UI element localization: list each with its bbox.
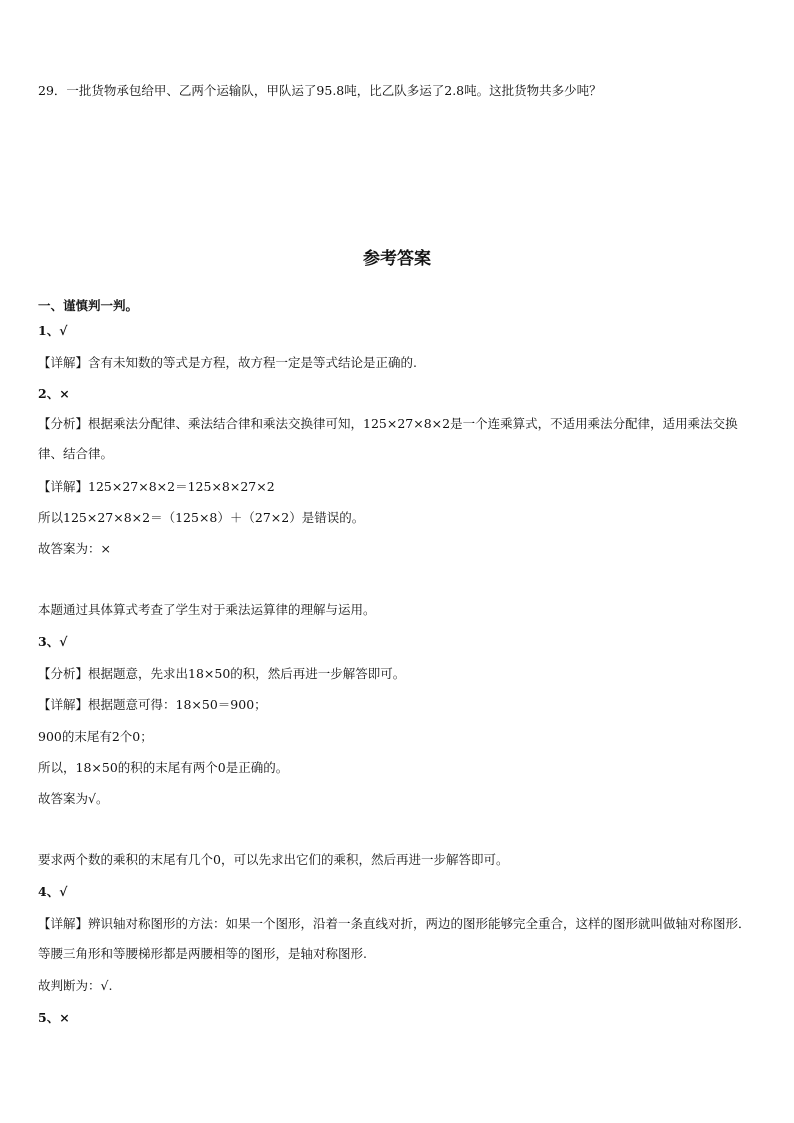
- answer-2: 2、×: [38, 386, 70, 401]
- answer-1: 1、√: [38, 323, 68, 338]
- answer-4: 4、√: [38, 884, 68, 899]
- answer-3-note: 要求两个数的乘积的末尾有几个0，可以先求出它们的乘积，然后再进一步解答即可。: [38, 852, 509, 867]
- answer-2-result: 故答案为：×: [38, 541, 111, 556]
- answer-3-conclusion: 所以，18×50的积的末尾有两个0是正确的。: [38, 760, 289, 775]
- answer-4-result: 故判断为：√.: [38, 978, 113, 993]
- answer-3-detail: 【详解】根据题意可得：18×50＝900；: [38, 697, 267, 712]
- answer-2-detail: 【详解】125×27×8×2＝125×8×27×2: [38, 479, 275, 494]
- answer-3-analysis: 【分析】根据题意，先求出18×50的积，然后再进一步解答即可。: [38, 666, 406, 681]
- answer-3-result: 故答案为√。: [38, 791, 109, 806]
- question-29: 29．一批货物承包给甲、乙两个运输队，甲队运了95.8吨，比乙队多运了2.8吨。这批货物共多少吨？: [38, 83, 602, 98]
- answer-2-note: 本题通过具体算式考查了学生对于乘法运算律的理解与运用。: [38, 602, 376, 617]
- answer-3-zeros: 900的末尾有2个0；: [38, 729, 153, 744]
- answers-title: 参考答案: [363, 249, 431, 269]
- answer-1-detail: 【详解】含有未知数的等式是方程，故方程一定是等式结论是正确的.: [38, 355, 417, 370]
- answer-3: 3、√: [38, 634, 68, 649]
- answer-5: 5、×: [38, 1010, 70, 1025]
- answer-4-detail: 【详解】辨识轴对称图形的方法：如果一个图形，沿着一条直线对折，两边的图形能够完全重合，这样的图形就叫做轴对称图形．等腰三角形和等腰梯形都是两腰相等的图形，是轴对称图形.: [38, 916, 751, 961]
- answer-2-analysis: 【分析】根据乘法分配律、乘法结合律和乘法交换律可知，125×27×8×2是一个连乘算式，不适用乘法分配律，适用乘法交换律、结合律。: [38, 416, 738, 461]
- section-heading: 一、谨慎判一判。: [38, 298, 139, 313]
- answer-2-conclusion: 所以125×27×8×2＝（125×8）＋（27×2）是错误的。: [38, 510, 365, 525]
